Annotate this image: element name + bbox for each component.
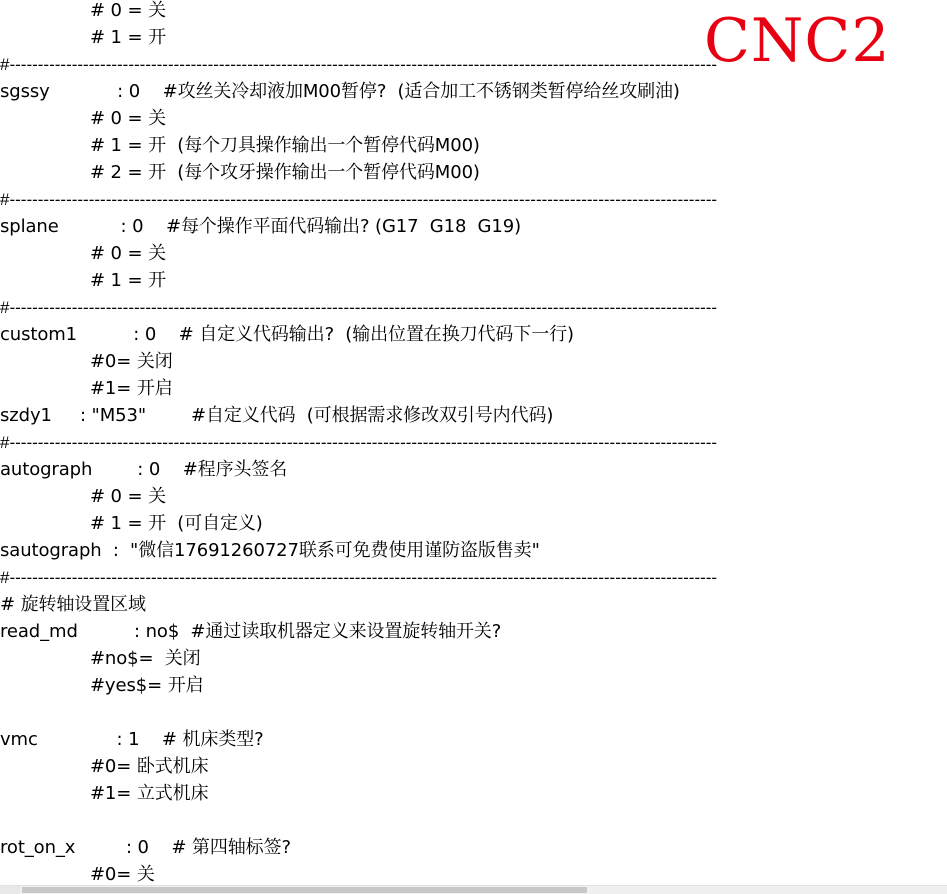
code-line: rot_on_x : 0 # 第四轴标签? xyxy=(0,837,291,858)
separator-line: #----------------------------------------------------------------------------------------------------------------------------- xyxy=(0,568,718,587)
code-line: splane : 0 #每个操作平面代码输出? (G17 G18 G19) xyxy=(0,216,522,237)
cnc2-watermark: CNC2 xyxy=(704,6,891,76)
code-line: sgssy : 0 #攻丝关冷却液加M00暂停? (适合加工不锈钢类暂停给丝攻刷油) xyxy=(0,81,680,102)
code-line: #1= 开启 xyxy=(0,378,173,399)
code-line: #0= 关闭 xyxy=(0,351,173,372)
code-line: read_md : no$ #通过读取机器定义来设置旋转轴开关? xyxy=(0,621,502,642)
code-line: # 1 = 开 (每个刀具操作输出一个暂停代码M00) xyxy=(0,135,480,156)
code-line: custom1 : 0 # 自定义代码输出? (输出位置在换刀代码下一行) xyxy=(0,324,574,345)
code-line: szdy1 : "M53" #自定义代码 (可根据需求修改双引号内代码) xyxy=(0,405,554,426)
code-line: # 0 = 关 xyxy=(0,486,167,507)
code-line: #0= 关 xyxy=(0,864,155,885)
separator-line: #----------------------------------------------------------------------------------------------------------------------------- xyxy=(0,55,718,74)
code-line: # 0 = 关 xyxy=(0,108,167,129)
code-line: #1= 立式机床 xyxy=(0,783,209,804)
code-line: # 旋转轴设置区域 xyxy=(0,594,146,615)
code-line: # 0 = 关 xyxy=(0,0,167,21)
code-line: # 2 = 开 (每个攻牙操作输出一个暂停代码M00) xyxy=(0,162,480,183)
code-line: vmc : 1 # 机床类型? xyxy=(0,729,264,750)
separator-line: #----------------------------------------------------------------------------------------------------------------------------- xyxy=(0,298,718,317)
code-line: sautograph : "微信17691260727联系可免费使用谨防盗版售卖" xyxy=(0,540,540,561)
code-line: # 1 = 开 xyxy=(0,27,167,48)
code-line: #no$= 关闭 xyxy=(0,648,201,669)
code-line: # 1 = 开 (可自定义) xyxy=(0,513,263,534)
code-line: # 0 = 关 xyxy=(0,243,167,264)
code-line: autograph : 0 #程序头签名 xyxy=(0,459,288,480)
scrollbar-thumb[interactable] xyxy=(22,887,587,893)
separator-line: #----------------------------------------------------------------------------------------------------------------------------- xyxy=(0,433,718,452)
separator-line: #----------------------------------------------------------------------------------------------------------------------------- xyxy=(0,190,718,209)
code-line: #0= 卧式机床 xyxy=(0,756,209,777)
code-line: #yes$= 开启 xyxy=(0,675,204,696)
code-line: # 1 = 开 xyxy=(0,270,167,291)
